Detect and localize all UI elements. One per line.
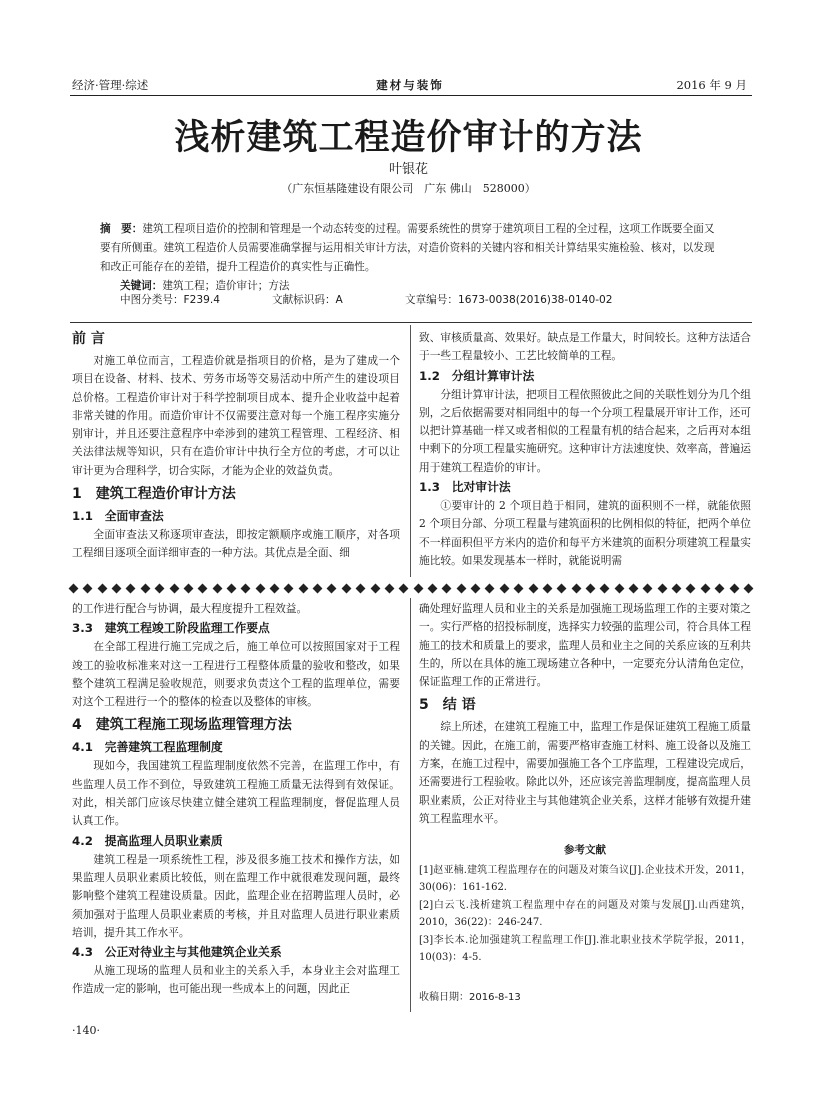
separator-diamond [629,583,639,593]
separator-diamond [126,583,136,593]
separator-diamond [557,583,567,593]
separator-diamond [643,583,653,593]
section-4-2-paragraph: 建筑工程是一项系统性工程，涉及很多施工技术和操作方法，如果监理人员职业素质比较低，则在监理工作中就很难发现问题，最终影响整个建筑工程建设质量。因此，监理企业在招聘监理人员时，必须加强对于监理人员职业素质的考核，并且对监理人员进行职业素质培训，提升其工作水平。 [72,852,400,939]
reference-item: [1]赵亚楠.建筑工程监理存在的问题及对策刍议[J].企业技术开发，2011，30(06)：161-162. [419,864,751,894]
separator-diamond [514,583,524,593]
header-date: 2016 年 9 月 [676,78,747,92]
separator-diamond [614,583,624,593]
separator-diamond [270,583,280,593]
separator-diamond [499,583,509,593]
separator-diamond [442,583,452,593]
references-title: 参考文献 [564,844,606,857]
section-4-3-paragraph: 从施工现场的监理人员和业主的关系入手，本身业主会对监理工作造成一定的影响，也可能出现一些成本上的问题，因此正 [72,964,400,996]
section-3-3-paragraph: 在全部工程进行施工完成之后，施工单位可以按照国家对于工程竣工的验收标准来对这一工程进行工程整体质量的验收和整改，如果整个建筑工程满足验收规范，则要求负责这个工程的监理单位，需要对这个工程进行一个的整体的检查以及整体的审核。 [72,640,400,709]
received-date: 收稿日期：2016-8-13 [419,991,521,1003]
separator-diamond [298,583,308,593]
separator-diamond [428,583,438,593]
page-number: ·140· [72,1024,100,1037]
separator-diamond [183,583,193,593]
intro-paragraph: 对施工单位而言，工程造价就是指项目的价格，是为了建成一个项目在设备、材料、技术、劳务市场等交易活动中所产生的建设项目总价格。工程造价审计对于科学控制项目成本、提升企业收益中起着非常关键的作用。而造价审计不仅需要注意对每一个施工程序实施分别审计，并且还要注意程序中牵涉到的建筑工程管理、工程经济、相关法律法规等知识，只有在造价审计中执行全方位的考虑，才可以让审计更为合理科学，切合实际，才能为企业的效益负责。 [72,354,400,477]
bottom-left-continued: 的工作进行配合与协调，最大程度提升工程效益。 [72,602,308,615]
section-5-heading: 5 结 语 [419,697,476,714]
separator-diamond [255,583,265,593]
separator-diamond [399,583,409,593]
article-affiliation: （广东恒基隆建设有限公司 广东 佛山 528000） [281,182,536,195]
separator-diamond [585,583,595,593]
separator-diamond [571,583,581,593]
bottom-left-column [72,600,400,999]
section-1-2-heading: 1.2 分组计算审计法 [419,368,535,383]
diamond-separator [70,583,752,593]
intro-heading: 前 言 [72,331,105,347]
separator-diamond [198,583,208,593]
separator-diamond [83,583,93,593]
section-1-3-heading: 1.3 比对审计法 [419,480,511,495]
article-title: 浅析建筑工程造价审计的方法 [174,118,643,158]
separator-diamond [212,583,222,593]
separator-diamond [657,583,667,593]
reference-item: [3]李长本.论加强建筑工程监理工作[J].淮北职业技术学院学报，2011，10(03)：4-5. [419,934,751,964]
separator-diamond [370,583,380,593]
article-author: 叶银花 [388,162,428,177]
column-divider-bottom [410,598,411,1012]
reference-item: [2]白云飞.浅析建筑工程监理中存在的问题及对策与发展[J].山西建筑，2010，36(22)：246-247. [419,899,751,929]
section-1-1-paragraph: 全面审查法又称逐项审查法，即按定额顺序或施工顺序，对各项工程细目逐项全面详细审查的一种方法。其优点是全面、细 [72,528,400,560]
section-4-2-heading: 4.2 提高监理人员职业素质 [72,833,223,848]
separator-diamond [313,583,323,593]
separator-diamond [686,583,696,593]
article-number: 文章编号：1673-0038(2016)38-0140-02 [405,294,613,306]
separator-diamond [528,583,538,593]
separator-diamond [600,583,610,593]
separator-diamond [485,583,495,593]
abstract-rule [70,322,752,323]
separator-diamond [729,583,739,593]
keywords-label: 关键词： [120,280,163,292]
separator-diamond [471,583,481,593]
section-1-3-paragraph: ①要审计的 2 个项目趋于相同，建筑的面积则不一样，就能依照 2 个项目分部、分项工程量与建筑面积的比例相似的特征，把两个单位不一样面积但平方米内的造价和每平方米建筑的面积分项建筑工程量实施比较。如果发现基本一样时，就能说明需 [419,499,751,567]
top-right-column [419,329,751,570]
header-section: 经济·管理·综述 [72,78,149,92]
header-journal: 建材与装饰 [376,78,444,92]
separator-diamond [155,583,165,593]
column-divider-top [410,325,411,577]
section-4-1-heading: 4.1 完善建筑工程监理制度 [72,740,223,755]
separator-diamond [241,583,251,593]
separator-diamond [169,583,179,593]
section-4-3-heading: 4.3 公正对待业主与其他建筑企业关系 [72,945,282,960]
separator-diamond [69,583,79,593]
separator-diamond [542,583,552,593]
separator-diamond [227,583,237,593]
abstract-block [100,220,720,296]
top-right-continued: 致、审核质量高、效果好。缺点是工作量大，时间较长。这种方法适合于一些工程量较小、工艺比较简单的工程。 [419,331,751,363]
abstract-text: 建筑工程项目造价的控制和管理是一个动态转变的过程。需要系统性的贯穿于建筑项目工程的全过程，这项工作既要全面又要有所侧重。建筑工程造价人员需要准确掌握与运用相关审计方法，对造价资料的关键内容和相关计算结果实施检验、核对，以发现和改正可能存在的差错，提升工程造价的真实性与正确性。 [100,223,715,273]
section-1-2-paragraph: 分组计算审计法，把项目工程依照彼此之间的关联性划分为几个组别，之后依据需要对相同组中的每一个分项工程量展开审计工作，还可以把计算基础一样又或者相似的工程量有机的结合起来，之后再对本组中剩下的分项工程量实施研究。这种审计方法速度快、效率高，普遍运用于建筑工程造价的审计。 [419,387,751,474]
bottom-right-column [419,600,751,1006]
separator-diamond [112,583,122,593]
section-4-1-paragraph: 现如今，我国建筑工程监理制度依然不完善，在监理工作中，有些监理人员工作不到位，导致建筑工程施工质量无法得到有效保证。对此，相关部门应该尽快建立健全建筑工程监理制度，督促监理人员认真工作。 [72,759,400,828]
section-5-paragraph: 综上所述，在建筑工程施工中，监理工作是保证建筑工程施工质量的关键。因此，在施工前，需要严格审查施工材料、施工设备以及施工方案，在施工过程中，需要加强施工各个工序监理，工程建设完成后，还需要进行工程验收。除此以外，还应该完善监理制度，提高监理人员职业素质，公正对待业主与其他建筑企业关系，这样才能够有效提升建筑工程监理水平。 [419,720,751,825]
separator-diamond [413,583,423,593]
top-left-column [72,325,400,563]
references-block [419,842,751,1006]
document-code: 文献标识码：A [272,294,343,306]
separator-diamond [327,583,337,593]
clc-number: 中图分类号：F239.4 [120,294,220,306]
separator-diamond [700,583,710,593]
section-1-heading: 1 建筑工程造价审计方法 [72,486,236,503]
bottom-right-continued: 确处理好监理人员和业主的关系是加强施工现场监理工作的主要对策之一。实行严格的招投标制度，选择实力较强的监理公司，符合具体工程施工的技术和质量上的要求，监理人员和业主之间的关系应该的互利共生的，所以在具体的施工现场建立各种中，一定要充分认清角色定位，保证监理工作的正常进行。 [419,602,751,689]
separator-diamond [672,583,682,593]
separator-diamond [743,583,753,593]
abstract-label: 摘 要： [100,223,143,235]
separator-diamond [341,583,351,593]
separator-diamond [715,583,725,593]
header-rule [70,95,752,96]
section-1-1-heading: 1.1 全面审查法 [72,509,164,524]
separator-diamond [456,583,466,593]
separator-diamond [356,583,366,593]
separator-diamond [384,583,394,593]
separator-diamond [284,583,294,593]
section-4-heading: 4 建筑工程施工现场监理管理方法 [72,717,292,734]
section-3-3-heading: 3.3 建筑工程竣工阶段监理工作要点 [72,621,270,636]
separator-diamond [97,583,107,593]
separator-diamond [140,583,150,593]
keywords-text: 建筑工程；造价审计；方法 [162,280,290,292]
